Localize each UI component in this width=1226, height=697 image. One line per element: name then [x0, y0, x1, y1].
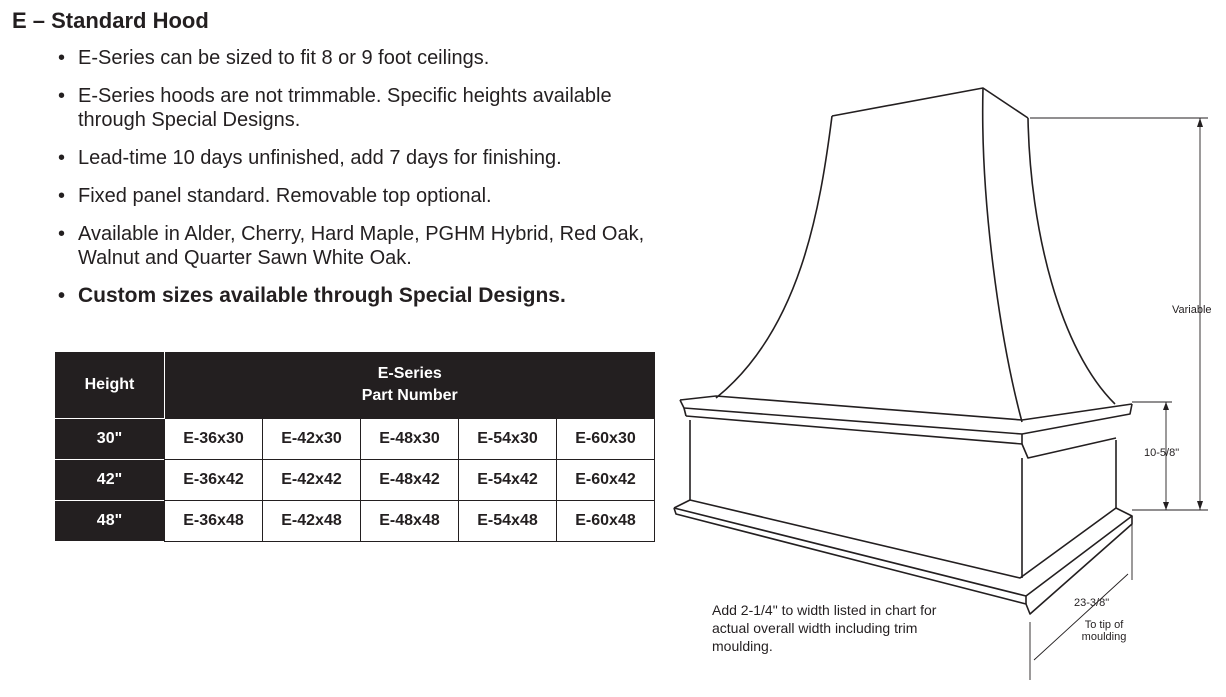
dimension-lines: [1030, 118, 1208, 680]
row-height-label: 48": [55, 500, 165, 541]
part-number-cell: E-48x42: [361, 459, 459, 500]
part-number-cell: E-54x42: [459, 459, 557, 500]
hood-outline: [674, 88, 1132, 614]
part-number-title: Part Number: [361, 387, 458, 404]
hood-right-curve: [1028, 118, 1115, 404]
part-number-table: [55, 352, 655, 542]
crown-moulding-end: [684, 408, 686, 416]
part-number-cell: E-42x48: [263, 500, 361, 541]
dimension-depth-note: To tip of moulding: [1081, 619, 1127, 643]
base-moulding-front: [674, 508, 1132, 614]
part-number-cell: E-48x30: [361, 418, 459, 459]
feature-list: [58, 46, 668, 322]
dimension-height-label: 10-5/8": [1144, 447, 1180, 459]
width-note: Add 2-1/4" to width listed in chart for actual overall width including trim moulding.: [712, 602, 937, 654]
crown-moulding-top: [680, 396, 1132, 420]
feature-item: • E-Series hoods are not trimmable. Specific heights available through Special Designs.: [58, 84, 668, 132]
part-number-cell: E-60x42: [557, 459, 655, 500]
series-header: [165, 352, 655, 418]
dimension-depth-label: 23-3/8": [1074, 597, 1110, 609]
height-column-header: Height: [55, 352, 165, 418]
hood-drawing: [670, 80, 1226, 690]
page-title: E – Standard Hood: [12, 8, 209, 33]
part-number-cell: E-42x30: [263, 418, 361, 459]
hood-top-edge: [832, 88, 1028, 118]
feature-item: • Fixed panel standard. Removable top optional.: [58, 184, 668, 208]
table-row: [55, 418, 655, 459]
feature-item: • E-Series can be sized to fit 8 or 9 foot ceilings.: [58, 46, 668, 70]
table-row: [55, 459, 655, 500]
base-moulding-left-cap: [674, 500, 690, 508]
part-number-cell: E-48x48: [361, 500, 459, 541]
crown-moulding-front: [680, 400, 1132, 434]
row-height-label: 30": [55, 418, 165, 459]
hood-front-curve: [983, 88, 1022, 422]
part-number-cell: E-42x42: [263, 459, 361, 500]
base-moulding-outer: [674, 508, 1132, 596]
crown-moulding-lower: [686, 416, 1116, 458]
hood-left-curve: [716, 116, 832, 398]
feature-item-highlight: • Custom sizes available through Special Designs.: [58, 284, 668, 308]
part-number-cell: E-60x48: [557, 500, 655, 541]
dimension-variable-label: Variable: [1172, 304, 1212, 316]
part-number-cell: E-36x48: [165, 500, 263, 541]
feature-item: • Lead-time 10 days unfinished, add 7 days for finishing.: [58, 146, 668, 170]
table-row: [55, 500, 655, 541]
part-number-cell: E-54x30: [459, 418, 557, 459]
part-number-cell: E-36x42: [165, 459, 263, 500]
part-number-cell: E-60x30: [557, 418, 655, 459]
part-number-cell: E-36x30: [165, 418, 263, 459]
feature-item: • Available in Alder, Cherry, Hard Maple, PGHM Hybrid, Red Oak, Walnut and Quarter Sawn White Oak.: [58, 222, 668, 270]
part-number-cell: E-54x48: [459, 500, 557, 541]
base-moulding-top: [690, 500, 1116, 578]
series-title: E-Series: [377, 365, 442, 382]
row-height-label: 42": [55, 459, 165, 500]
